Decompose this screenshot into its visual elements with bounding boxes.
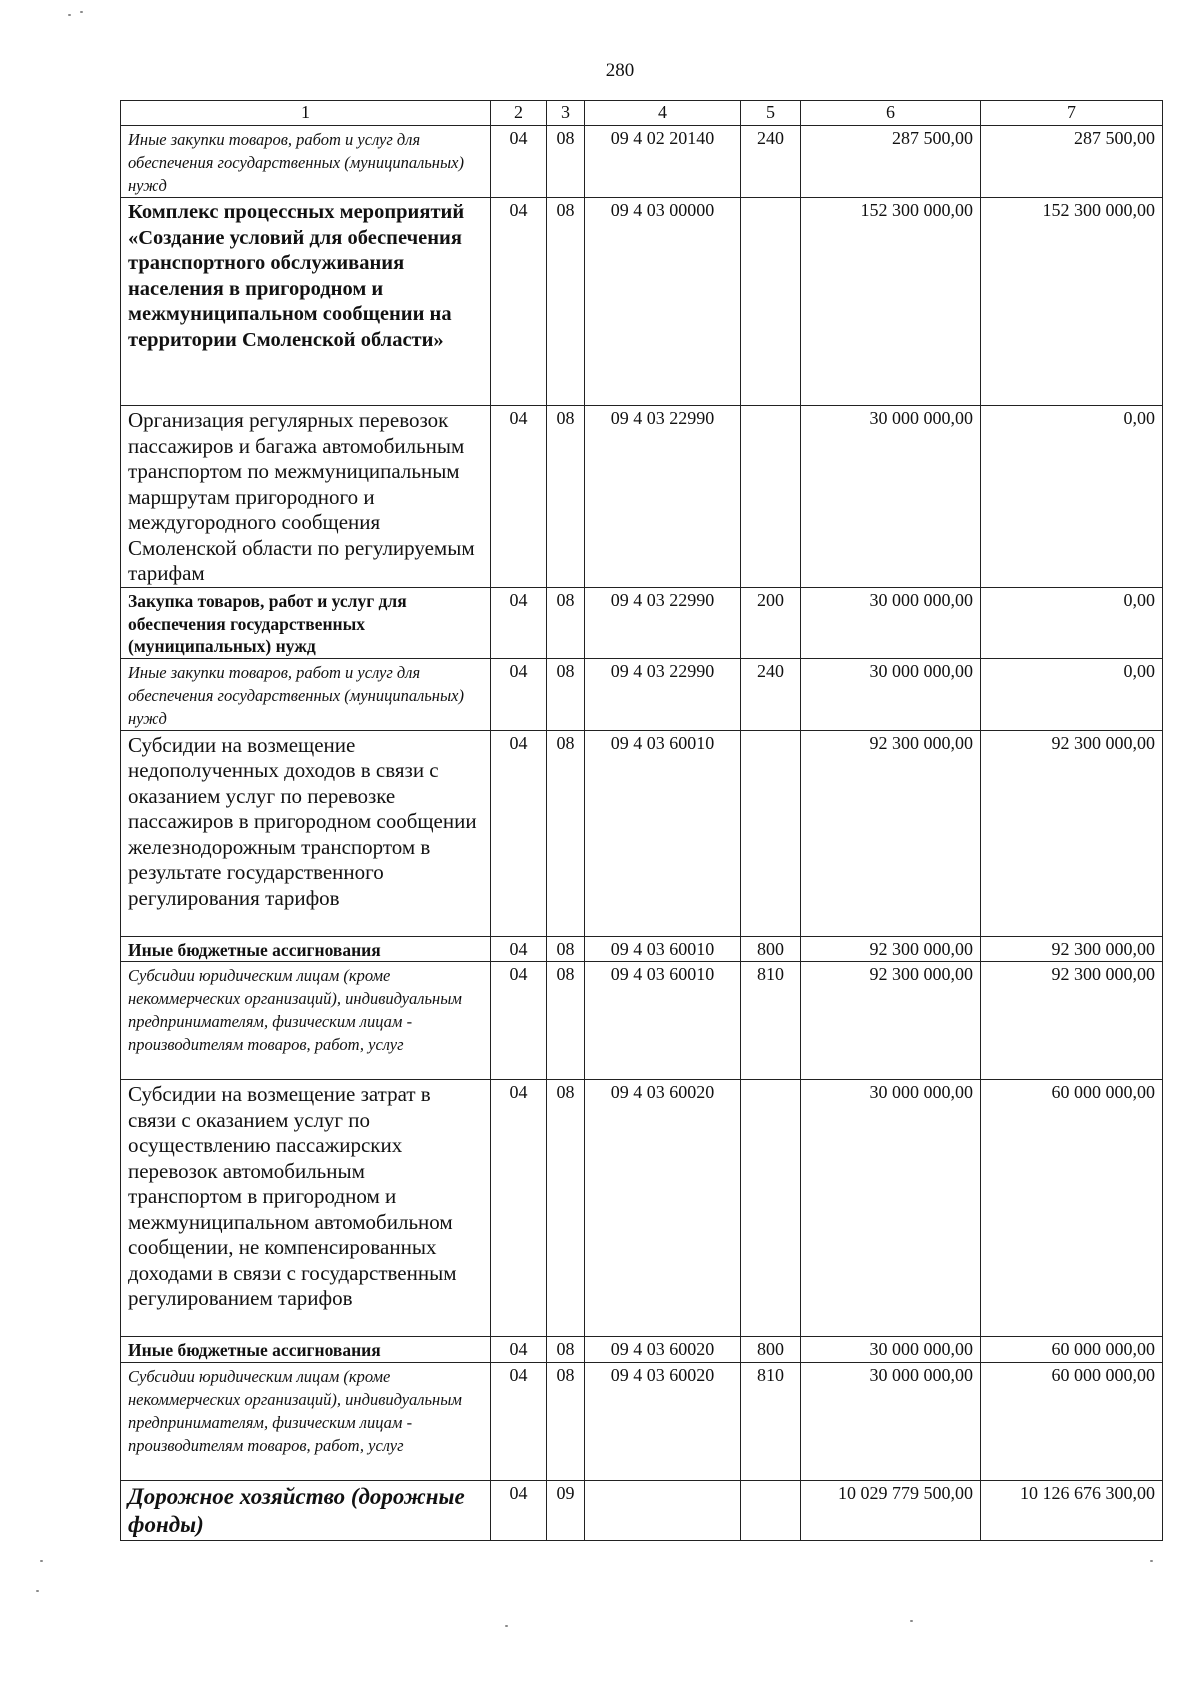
- cell-amount-year1: 30 000 000,00: [801, 588, 981, 659]
- column-header: 4: [585, 101, 741, 126]
- cell-section: 04: [491, 1480, 547, 1540]
- scan-speck: [1150, 1560, 1153, 1562]
- scan-speck: [910, 1620, 913, 1622]
- cell-amount-year2: 152 300 000,00: [981, 198, 1163, 406]
- row-name: Организация регулярных перевозок пассажиров и багажа автомобильным транспортом по межмуниципальным маршрутам пригородного и междугородного сообщения Смоленской области по регулируемым тарифам: [121, 406, 491, 588]
- cell-amount-year2: 287 500,00: [981, 126, 1163, 198]
- cell-amount-year2: 0,00: [981, 588, 1163, 659]
- cell-amount-year1: 30 000 000,00: [801, 1362, 981, 1480]
- cell-section: 04: [491, 126, 547, 198]
- cell-subsection: 08: [547, 1080, 585, 1337]
- cell-expense-type: 240: [741, 658, 801, 730]
- cell-subsection: 08: [547, 198, 585, 406]
- cell-section: 04: [491, 1080, 547, 1337]
- cell-target-article: 09 4 03 22990: [585, 658, 741, 730]
- cell-amount-year1: 92 300 000,00: [801, 730, 981, 936]
- column-header: 7: [981, 101, 1163, 126]
- cell-section: 04: [491, 588, 547, 659]
- cell-amount-year2: 60 000 000,00: [981, 1080, 1163, 1337]
- cell-section: 04: [491, 1362, 547, 1480]
- table-row: [121, 962, 1163, 1080]
- cell-amount-year1: 10 029 779 500,00: [801, 1480, 981, 1540]
- cell-target-article: 09 4 03 22990: [585, 588, 741, 659]
- scan-speck: [40, 1560, 43, 1562]
- cell-target-article: 09 4 03 60020: [585, 1337, 741, 1363]
- cell-amount-year2: 0,00: [981, 658, 1163, 730]
- scan-speck: [36, 1590, 39, 1592]
- row-name: Субсидии юридическим лицам (кроме некоммерческих организаций), индивидуальным предпринимателям, физическим лицам - производителям товаров, работ, услуг: [121, 1362, 491, 1480]
- cell-section: 04: [491, 406, 547, 588]
- page-number: 280: [605, 60, 635, 81]
- cell-section: 04: [491, 962, 547, 1080]
- cell-amount-year2: 60 000 000,00: [981, 1362, 1163, 1480]
- cell-subsection: 08: [547, 126, 585, 198]
- cell-amount-year2: 60 000 000,00: [981, 1337, 1163, 1363]
- row-name: Иные закупки товаров, работ и услуг для обеспечения государственных (муниципальных) нужд: [121, 658, 491, 730]
- row-name: Иные бюджетные ассигнования: [121, 1337, 491, 1363]
- cell-section: 04: [491, 658, 547, 730]
- cell-target-article: 09 4 03 60010: [585, 962, 741, 1080]
- cell-amount-year2: 92 300 000,00: [981, 962, 1163, 1080]
- cell-target-article: 09 4 03 60010: [585, 936, 741, 962]
- cell-subsection: 08: [547, 1337, 585, 1363]
- cell-expense-type: [741, 1480, 801, 1540]
- cell-expense-type: 240: [741, 126, 801, 198]
- cell-target-article: 09 4 02 20140: [585, 126, 741, 198]
- table-body: [121, 126, 1163, 1541]
- table-row: [121, 936, 1163, 962]
- cell-subsection: 08: [547, 962, 585, 1080]
- cell-amount-year1: 30 000 000,00: [801, 658, 981, 730]
- cell-subsection: 09: [547, 1480, 585, 1540]
- cell-subsection: 08: [547, 658, 585, 730]
- cell-section: 04: [491, 730, 547, 936]
- scan-speck: [80, 11, 83, 13]
- table-row: [121, 1362, 1163, 1480]
- scan-speck: [68, 14, 71, 16]
- row-name: Субсидии на возмещение затрат в связи с оказанием услуг по осуществлению пассажирских перевозок автомобильным транспортом в пригородном и межмуниципальном автомобильном сообщении, не компенсированных доходами в связи с государственным регулированием тарифов: [121, 1080, 491, 1337]
- cell-expense-type: [741, 730, 801, 936]
- cell-expense-type: 800: [741, 936, 801, 962]
- cell-amount-year1: 30 000 000,00: [801, 1080, 981, 1337]
- row-name: Иные бюджетные ассигнования: [121, 936, 491, 962]
- cell-amount-year2: 0,00: [981, 406, 1163, 588]
- column-number-row: [121, 101, 1163, 126]
- cell-expense-type: 810: [741, 962, 801, 1080]
- cell-subsection: 08: [547, 730, 585, 936]
- cell-amount-year1: 287 500,00: [801, 126, 981, 198]
- table-row: [121, 1480, 1163, 1540]
- cell-section: 04: [491, 198, 547, 406]
- cell-amount-year2: 92 300 000,00: [981, 730, 1163, 936]
- column-header: 6: [801, 101, 981, 126]
- column-header: 3: [547, 101, 585, 126]
- cell-amount-year2: 10 126 676 300,00: [981, 1480, 1163, 1540]
- budget-table: [120, 100, 1163, 1541]
- table-row: [121, 1337, 1163, 1363]
- cell-expense-type: 800: [741, 1337, 801, 1363]
- cell-subsection: 08: [547, 1362, 585, 1480]
- cell-target-article: [585, 1480, 741, 1540]
- cell-target-article: 09 4 03 22990: [585, 406, 741, 588]
- table-row: [121, 126, 1163, 198]
- column-header: 2: [491, 101, 547, 126]
- scan-speck: [505, 1625, 508, 1627]
- cell-amount-year1: 30 000 000,00: [801, 1337, 981, 1363]
- column-header: 1: [121, 101, 491, 126]
- table-row: [121, 588, 1163, 659]
- row-name: Субсидии на возмещение недополученных доходов в связи с оказанием услуг по перевозке пассажиров в пригородном сообщении железнодорожным транспортом в результате государственного регулирования тарифов: [121, 730, 491, 936]
- cell-subsection: 08: [547, 406, 585, 588]
- cell-target-article: 09 4 03 60020: [585, 1362, 741, 1480]
- row-name: Комплекс процессных мероприятий «Создание условий для обеспечения транспортного обслуживания населения в пригородном и межмуниципальном сообщении на территории Смоленской области»: [121, 198, 491, 406]
- cell-amount-year1: 92 300 000,00: [801, 962, 981, 1080]
- row-name: Субсидии юридическим лицам (кроме некоммерческих организаций), индивидуальным предпринимателям, физическим лицам - производителям товаров, работ, услуг: [121, 962, 491, 1080]
- cell-amount-year1: 30 000 000,00: [801, 406, 981, 588]
- cell-target-article: 09 4 03 00000: [585, 198, 741, 406]
- table-row: [121, 1080, 1163, 1337]
- table-row: [121, 406, 1163, 588]
- cell-expense-type: 200: [741, 588, 801, 659]
- row-name: Иные закупки товаров, работ и услуг для обеспечения государственных (муниципальных) нужд: [121, 126, 491, 198]
- cell-target-article: 09 4 03 60010: [585, 730, 741, 936]
- cell-section: 04: [491, 1337, 547, 1363]
- cell-subsection: 08: [547, 588, 585, 659]
- cell-target-article: 09 4 03 60020: [585, 1080, 741, 1337]
- cell-section: 04: [491, 936, 547, 962]
- row-name: Закупка товаров, работ и услуг для обеспечения государственных (муниципальных) нужд: [121, 588, 491, 659]
- table-row: [121, 198, 1163, 406]
- cell-amount-year1: 92 300 000,00: [801, 936, 981, 962]
- cell-amount-year2: 92 300 000,00: [981, 936, 1163, 962]
- cell-expense-type: [741, 406, 801, 588]
- cell-expense-type: [741, 198, 801, 406]
- cell-subsection: 08: [547, 936, 585, 962]
- cell-expense-type: [741, 1080, 801, 1337]
- column-header: 5: [741, 101, 801, 126]
- table-row: [121, 658, 1163, 730]
- row-name: Дорожное хозяйство (дорожные фонды): [121, 1480, 491, 1540]
- cell-amount-year1: 152 300 000,00: [801, 198, 981, 406]
- table-row: [121, 730, 1163, 936]
- cell-expense-type: 810: [741, 1362, 801, 1480]
